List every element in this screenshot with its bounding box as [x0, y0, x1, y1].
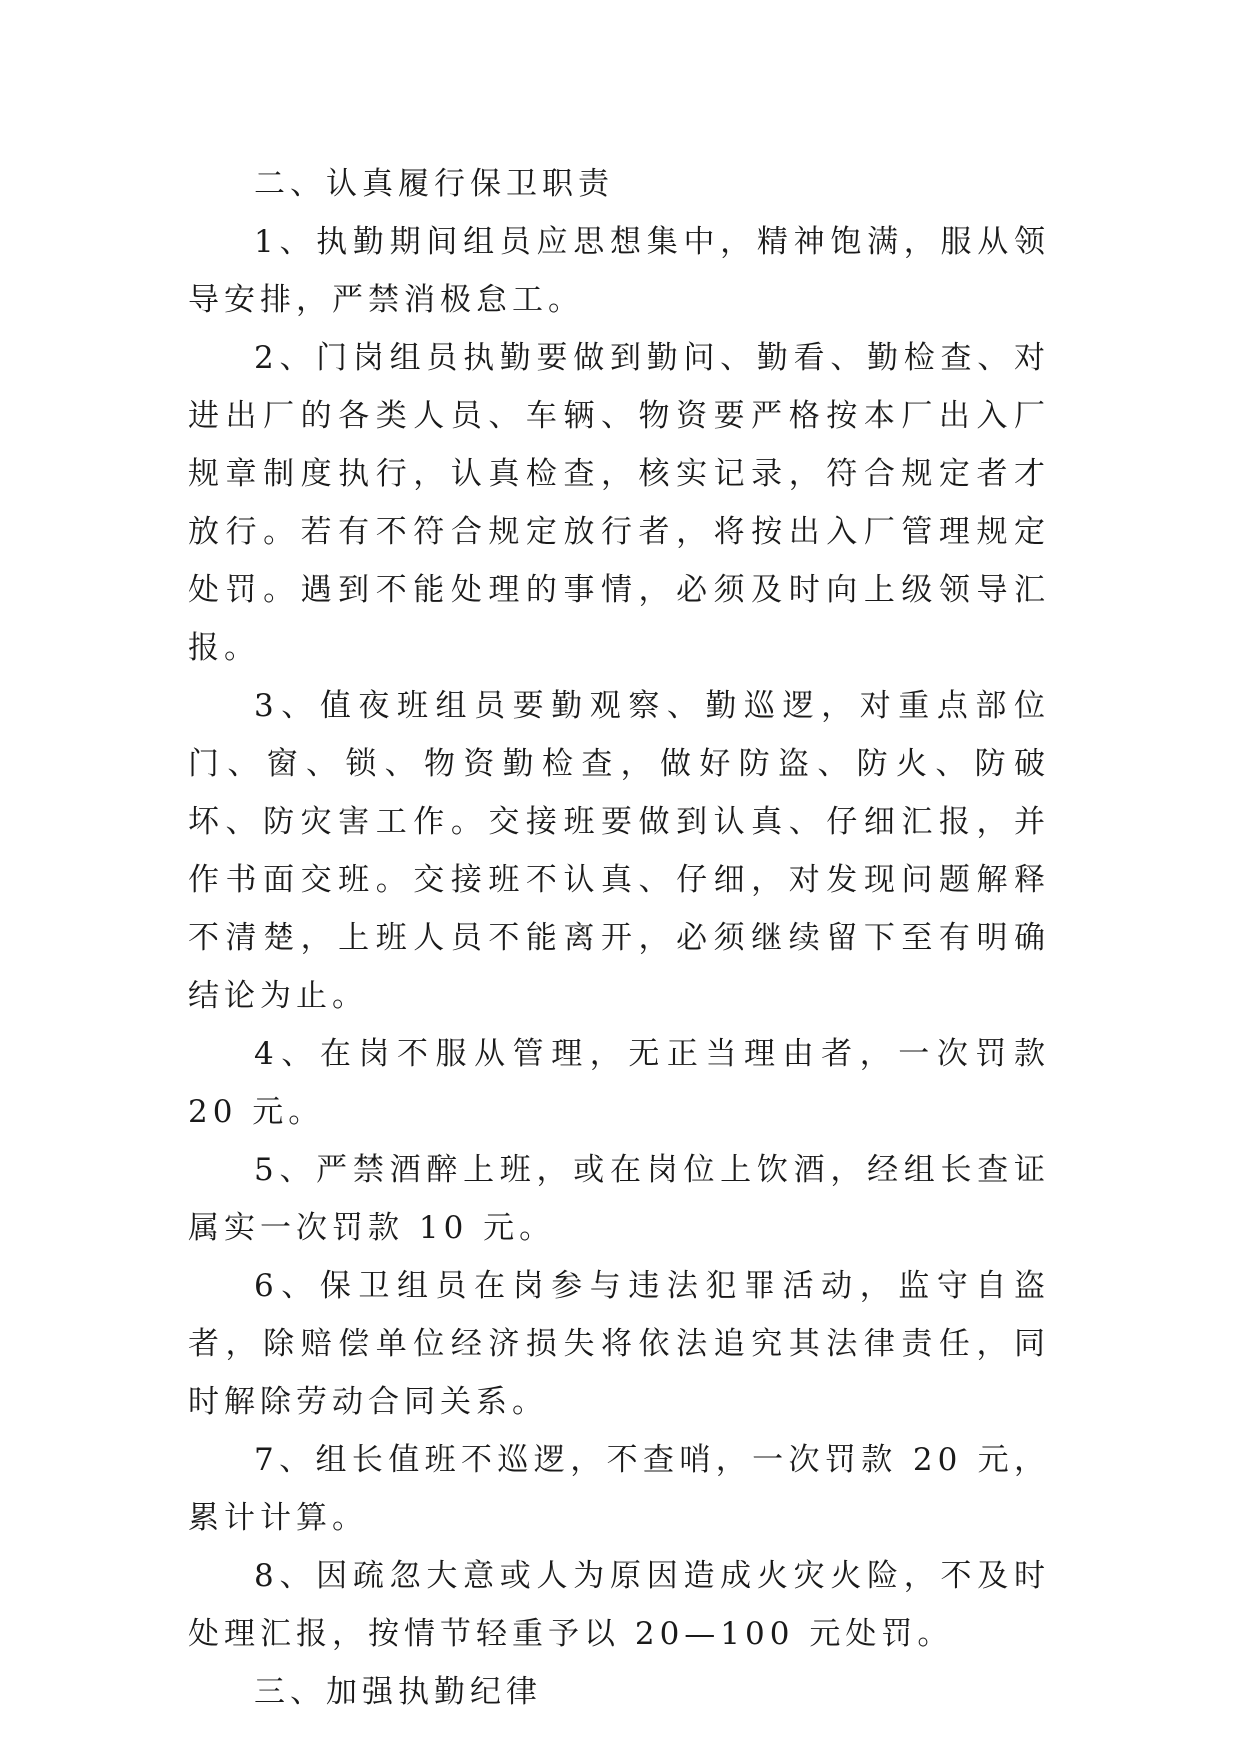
rule-item-7: 7、组长值班不巡逻，不查哨，一次罚款 20 元，累计计算。	[188, 1442, 1050, 1536]
section-heading-2: 二、认真履行保卫职责	[254, 166, 614, 202]
rule-item-6: 6、保卫组员在岗参与违法犯罪活动，监守自盗者，除赔偿单位经济损失将依法追究其法律责任，同时解除劳动合同关系。	[188, 1268, 1050, 1420]
rule-item-8: 8、因疏忽大意或人为原因造成火灾火险，不及时处理汇报，按情节轻重予以 20—100 元处罚。	[188, 1558, 1050, 1652]
rule-item-3: 3、值夜班组员要勤观察、勤巡逻，对重点部位门、窗、锁、物资勤检查，做好防盗、防火、防破坏、防灾害工作。交接班要做到认真、仔细汇报，并作书面交班。交接班不认真、仔细，对发现问题解释不清楚，上班人员不能离开，必须继续留下至有明确结论为止。	[188, 688, 1050, 1014]
rule-item-4: 4、在岗不服从管理，无正当理由者，一次罚款 20 元。	[188, 1036, 1050, 1130]
rule-item-1: 1、执勤期间组员应思想集中，精神饱满，服从领导安排，严禁消极怠工。	[188, 224, 1050, 318]
rule-item-2: 2、门岗组员执勤要做到勤问、勤看、勤检查、对进出厂的各类人员、车辆、物资要严格按本厂出入厂规章制度执行，认真检查，核实记录，符合规定者才放行。若有不符合规定放行者，将按出入厂管理规定处罚。遇到不能处理的事情，必须及时向上级领导汇报。	[188, 340, 1050, 666]
rule-item-5: 5、严禁酒醉上班，或在岗位上饮酒，经组长查证属实一次罚款 10 元。	[188, 1152, 1050, 1246]
document-body	[188, 155, 1050, 1721]
section-heading-3: 三、加强执勤纪律	[254, 1674, 542, 1710]
